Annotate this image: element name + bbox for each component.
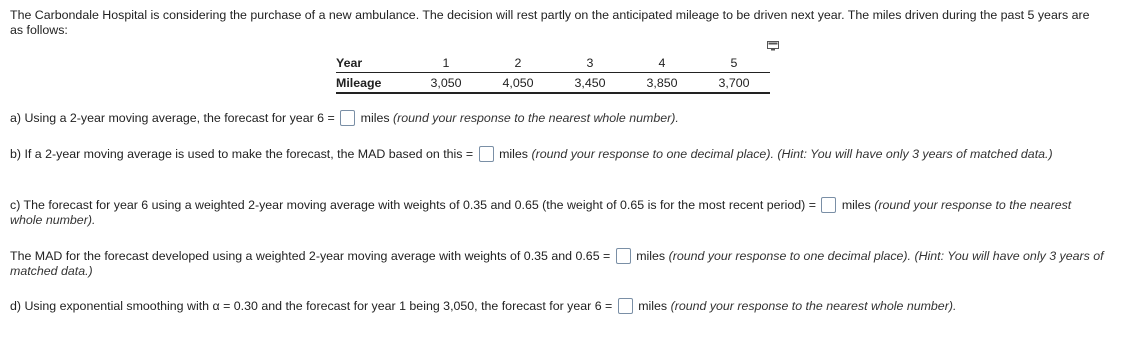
- answer-a-input[interactable]: [340, 110, 355, 126]
- year-cell: 5: [698, 53, 770, 73]
- question-a-unit: miles: [360, 111, 390, 125]
- mileage-cell: 3,700: [698, 73, 770, 94]
- mileage-cell: 4,050: [482, 73, 554, 94]
- year-cell: 2: [482, 53, 554, 73]
- question-b-hint: (round your response to one decimal place). (Hint: You will have only 3 years of matched data.): [531, 147, 1053, 161]
- question-c: [10, 197, 1095, 228]
- question-a-text: a) Using a 2-year moving average, the forecast for year 6 =: [10, 111, 335, 125]
- year-cell: 3: [554, 53, 626, 73]
- question-b-text: b) If a 2-year moving average is used to make the forecast, the MAD based on this =: [10, 147, 474, 161]
- answer-b-input[interactable]: [479, 146, 494, 162]
- mileage-header: Mileage: [336, 73, 410, 94]
- question-mad: [10, 248, 1110, 279]
- answer-mad-input[interactable]: [616, 248, 631, 264]
- mileage-cell: 3,850: [626, 73, 698, 94]
- question-a-hint: (round your response to the nearest whole number).: [393, 111, 679, 125]
- copy-table-icon[interactable]: [767, 41, 779, 51]
- question-d: [10, 298, 956, 314]
- question-b: [10, 146, 1095, 162]
- answer-d-input[interactable]: [618, 298, 633, 314]
- mileage-cell: 3,450: [554, 73, 626, 94]
- problem-intro: The Carbondale Hospital is considering the purchase of a new ambulance. The decision will rest partly on the anticipated mileage to be driven next year. The miles driven during the past 5 years are as follows:: [10, 8, 1090, 37]
- year-row: [336, 53, 770, 73]
- year-cell: 1: [410, 53, 482, 73]
- question-mad-hint: (round your response to one decimal place). (Hint: You will have only 3 years of matched data.): [10, 249, 1104, 278]
- answer-c-input[interactable]: [821, 197, 836, 213]
- question-b-unit: miles: [499, 147, 528, 161]
- question-mad-text: The MAD for the forecast developed using a weighted 2-year moving average with weights of 0.35 and 0.65 =: [10, 249, 611, 263]
- question-c-text: c) The forecast for year 6 using a weighted 2-year moving average with weights of 0.35 and 0.65 (the weight of 0.65 is for the most recent period) =: [10, 198, 816, 212]
- question-a: [10, 110, 679, 126]
- question-d-text: d) Using exponential smoothing with α = 0.30 and the forecast for year 1 being 3,050, the forecast for year 6 =: [10, 299, 613, 313]
- year-header: Year: [336, 53, 410, 73]
- question-c-unit: miles: [841, 198, 871, 212]
- question-d-unit: miles: [638, 299, 668, 313]
- mileage-cell: 3,050: [410, 73, 482, 94]
- question-d-hint: (round your response to the nearest whole number).: [670, 299, 957, 313]
- year-cell: 4: [626, 53, 698, 73]
- question-mad-unit: miles: [636, 249, 666, 263]
- question-c-hint: (round your response to the nearest whole number).: [10, 198, 1072, 227]
- mileage-table: [336, 53, 770, 94]
- mileage-row: [336, 73, 770, 94]
